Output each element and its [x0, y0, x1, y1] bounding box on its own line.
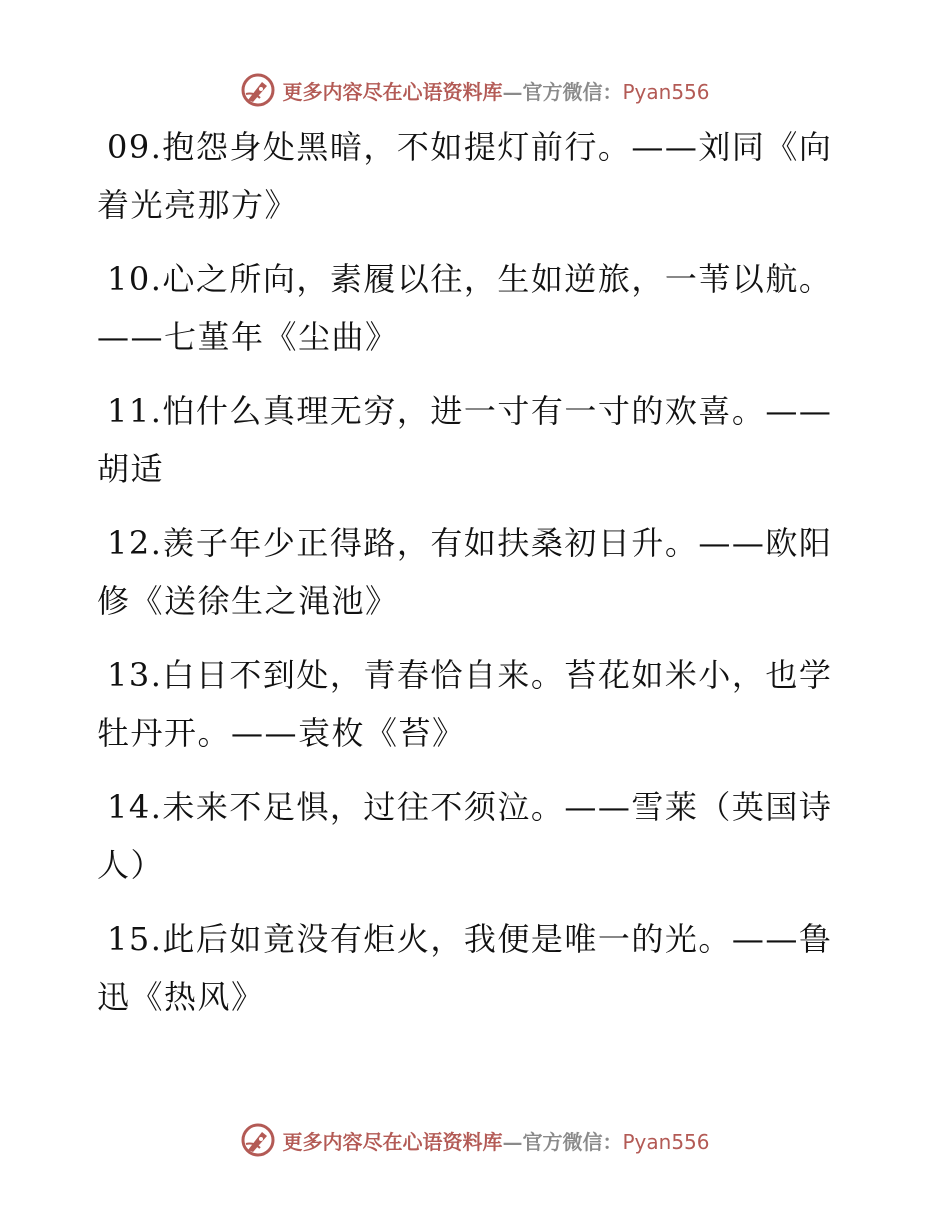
- footer-text: [282, 1126, 709, 1155]
- pen-nib-logo-icon: [240, 72, 276, 108]
- footer-brand: 更多内容尽在心语资料库: [282, 1129, 503, 1154]
- footer-wechat-label: 官方微信：: [522, 1129, 623, 1154]
- quote-item: 15.此后如竟没有炬火，我便是唯一的光。——鲁迅《热风》: [97, 920, 833, 1016]
- quote-item: 13.白日不到处，青春恰自来。苔花如米小，也学牡丹开。——袁枚《苔》: [97, 656, 833, 752]
- footer-dash: —: [502, 1129, 523, 1154]
- header-brand: 更多内容尽在心语资料库: [282, 79, 503, 104]
- header-wechat-id: Pyan556: [622, 79, 710, 104]
- pen-nib-logo-icon: [240, 1122, 276, 1158]
- quote-item: 14.未来不足惧，过往不须泣。——雪莱（英国诗人）: [97, 788, 833, 884]
- quote-item: 12.羡子年少正得路，有如扶桑初日升。——欧阳修《送徐生之渑池》: [97, 524, 833, 620]
- quote-item: 10.心之所向，素履以往，生如逆旅，一苇以航。——七堇年《尘曲》: [97, 260, 833, 356]
- quote-item: 09.抱怨身处黑暗，不如提灯前行。——刘同《向着光亮那方》: [97, 128, 833, 224]
- header-dash: —: [502, 79, 523, 104]
- footer-wechat-id: Pyan556: [622, 1129, 710, 1154]
- header-banner: [0, 70, 950, 110]
- quote-list: [97, 118, 847, 1042]
- footer-banner: [0, 1120, 950, 1160]
- quote-item: 11.怕什么真理无穷，进一寸有一寸的欢喜。——胡适: [97, 392, 833, 488]
- header-wechat-label: 官方微信：: [522, 79, 623, 104]
- header-text: [282, 76, 709, 105]
